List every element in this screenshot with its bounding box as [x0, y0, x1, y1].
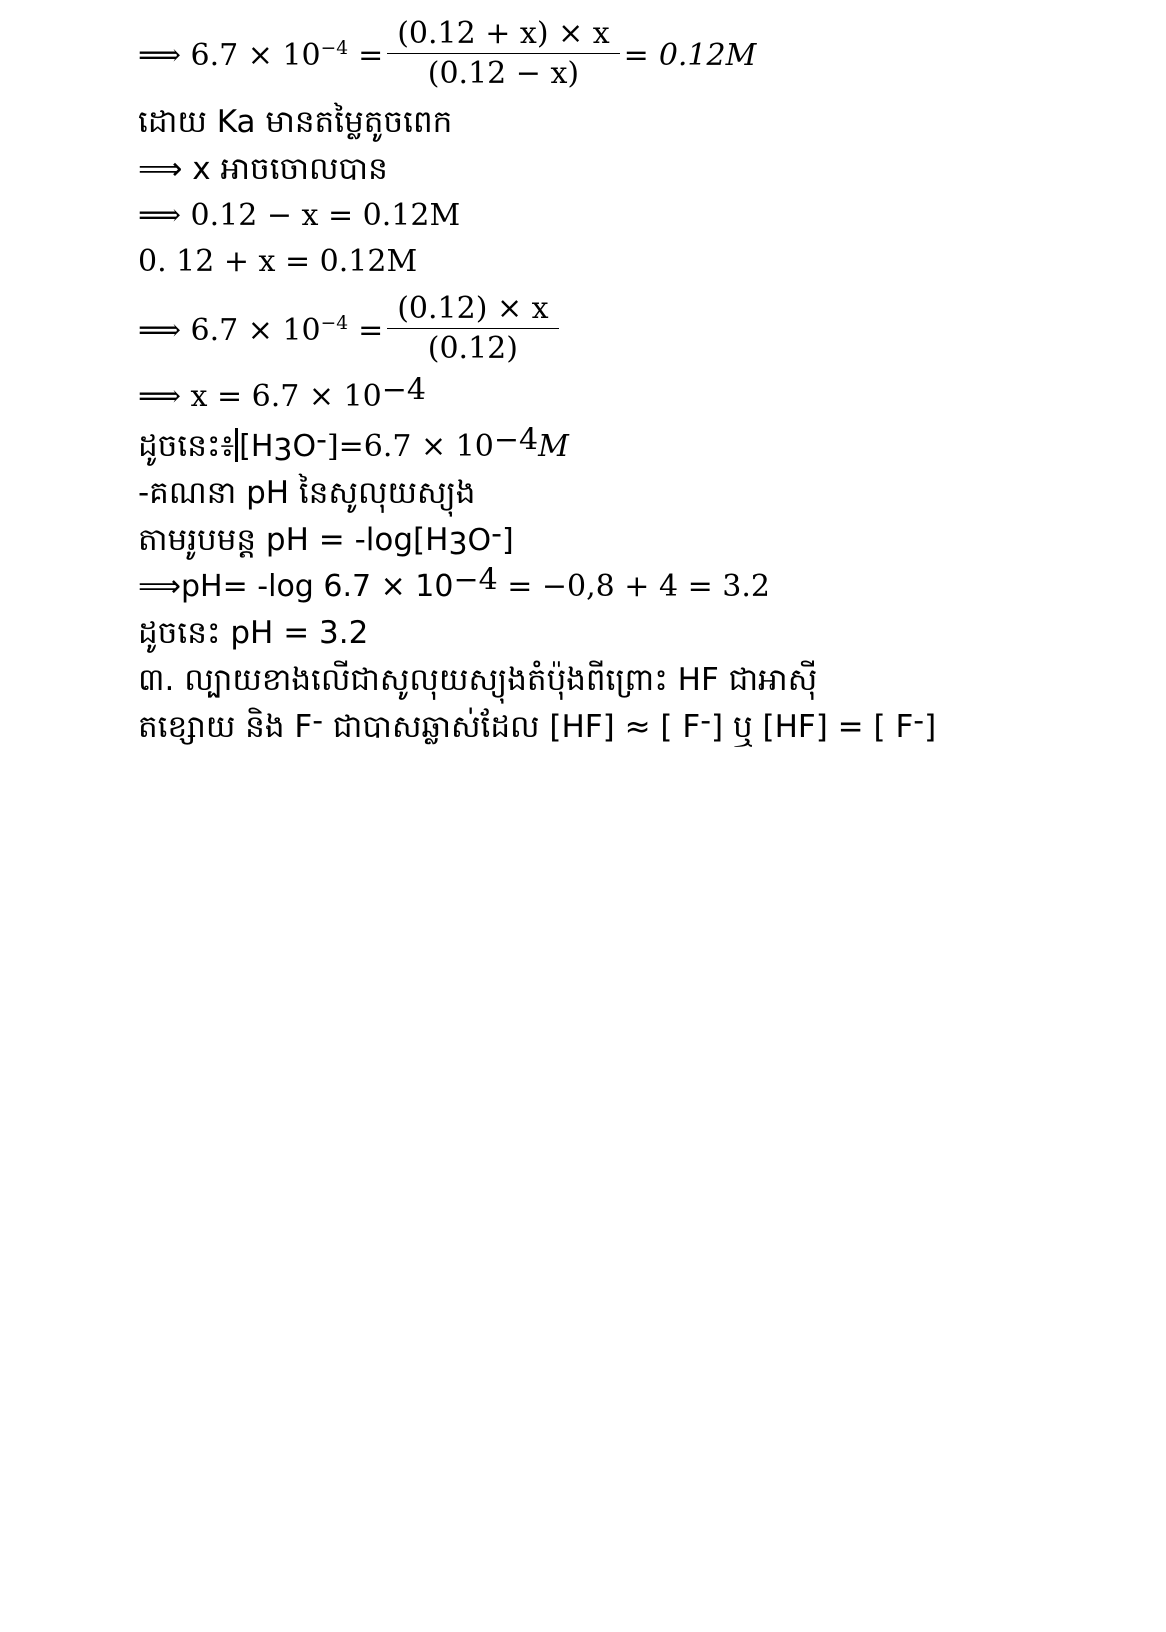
result-line-8 — [138, 422, 1098, 469]
line14-part3: ] ឬ [HF] = [ F — [711, 709, 914, 745]
text-line-2: ដោយ Ka មានតម្លៃតូចពេក — [138, 104, 453, 140]
formula-h3o-charge: - — [491, 516, 502, 552]
equation-line-7 — [138, 372, 1098, 414]
equation-1-exponent: −4 — [320, 38, 349, 59]
equation-6-lhs: ⟹ $6.7 \times 10^{-4}$ — [138, 313, 349, 348]
equation-1-equals-2: = — [623, 38, 649, 73]
result-value: ]=6.7 × 10 — [326, 429, 494, 464]
text-line-3: ⟹ x អាចចោលបាន — [138, 151, 388, 187]
text-line-9: -គណនា pH នៃសូលុយស្យុង — [138, 475, 476, 511]
formula-prefix: តាមរូបមន្ត pH = -log[H — [138, 522, 449, 558]
ph-calculation-tail: = −0,8 + 4 = 3.2 — [497, 569, 770, 604]
equation-line-5: 0. 12 + x = 0.12M — [138, 244, 418, 279]
equation-1-rhs: 0.12M — [658, 38, 757, 73]
fluoride-charge-1: - — [312, 703, 324, 739]
formula-suffix: ] — [502, 523, 514, 558]
result-prefix: ដូចនេះ — [138, 428, 221, 464]
equation-line-1 — [138, 18, 1098, 93]
equation-6-equals-1: = — [358, 313, 384, 348]
text-cursor[interactable] — [235, 428, 238, 462]
equation-line-4: ⟹ 0.12 − x = 0.12M — [138, 198, 461, 233]
fluoride-charge-3: - — [913, 703, 925, 739]
line14-part4: ] — [924, 709, 937, 745]
equation-7-exponent: −4 — [381, 372, 426, 408]
formula-h3o-mid: O — [467, 523, 492, 558]
equation-1-lhs: ⟹ $6.7 \times 10^{-4}$ — [138, 38, 349, 73]
formula-line-10 — [138, 516, 1098, 563]
equation-1-denominator: (0.12 − x) — [387, 53, 619, 91]
h3o-bracket-open: [H — [239, 429, 274, 464]
colon-khmer: ៖ — [220, 428, 235, 464]
line14-part2: ជាបាសឆ្លាស់ដែល [HF] ≈ [ F — [323, 709, 701, 745]
result-exponent: −4 — [493, 422, 539, 458]
formula-h3o-subscript: 3 — [448, 527, 468, 563]
h3o-subscript: 3 — [273, 433, 293, 469]
equation-6-exponent: −4 — [320, 313, 349, 334]
text-line-12: ដូចនេះ pH = 3.2 — [138, 615, 369, 651]
equation-6-numerator: (0.12) × x — [397, 291, 549, 326]
equation-line-11 — [138, 562, 1098, 604]
line14-part1: តខ្សោយ និង F — [138, 709, 313, 745]
ph-calculation-exponent: −4 — [453, 562, 498, 598]
equation-line-6 — [138, 293, 1098, 368]
equation-7-text: ⟹ x = 6.7 × 10 — [138, 379, 382, 414]
equation-1-fraction — [387, 16, 619, 91]
text-line-14 — [138, 703, 1098, 745]
h3o-mid: O — [292, 429, 317, 464]
text-line-13: ៣. ល្បាយខាងលើជាសូលុយស្យុងតំប៉ុងពីព្រោះ HF ជាអាស៊ី — [138, 662, 818, 698]
equation-6-denominator: (0.12) — [387, 328, 558, 366]
document-content — [138, 18, 1098, 759]
equation-1-numerator: (0.12 + x) × x — [397, 16, 610, 51]
result-unit: M — [538, 429, 569, 464]
ph-calculation-text: ⟹pH= -log 6.7 × 10 — [138, 569, 454, 604]
h3o-charge: - — [316, 422, 327, 458]
equation-1-equals-1: = — [358, 38, 384, 73]
fluoride-charge-2: - — [700, 703, 712, 739]
equation-6-fraction — [387, 291, 558, 366]
